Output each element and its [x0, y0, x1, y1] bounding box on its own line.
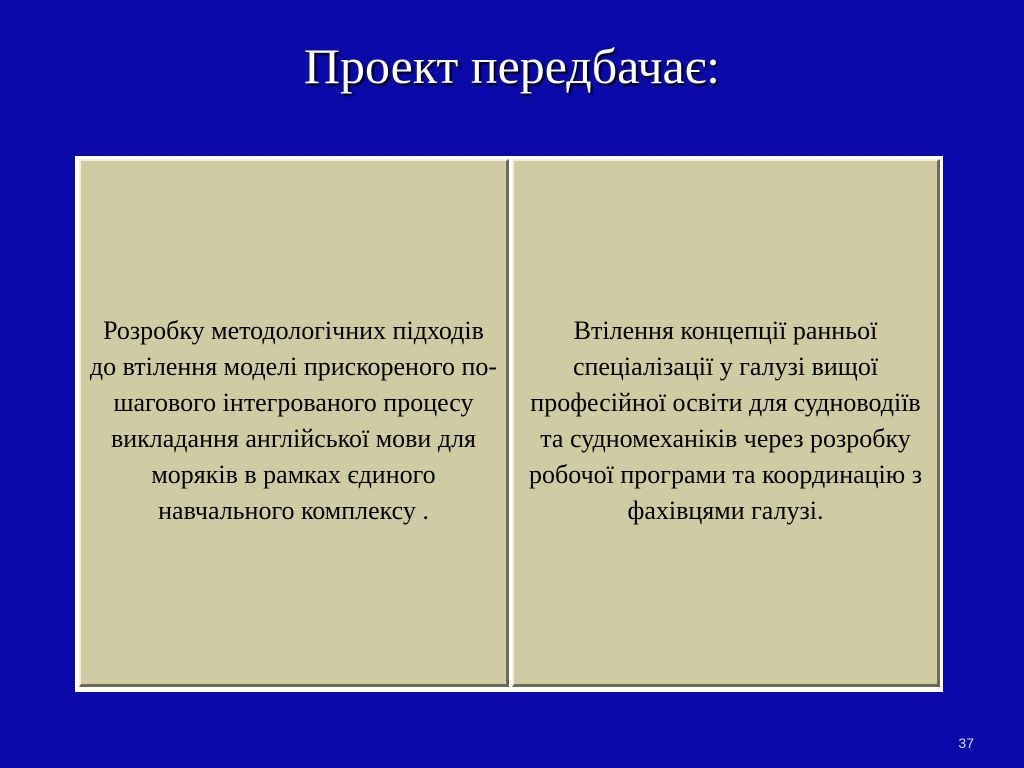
table-cell-right [512, 159, 940, 687]
table-cell-right-text: Втілення концепції ранньої спеціалізації у галузі вищої професійної освіти для судноводіїв та судномеханіків через розробку робочої програми та координацію з фахівцями галузі. [529, 315, 922, 525]
content-table [75, 156, 943, 692]
table-cell-left-text: Розробку методологічних підходів до втілення моделі прискореного по-шагового інтегрованого процесу викладання англійської мови для моряків в рамках єдиного навчального комплексу . [89, 315, 498, 525]
slide-page-number: 37 [958, 735, 974, 751]
slide-title: Проект передбачає: [303, 38, 721, 94]
table-cell-left [79, 159, 509, 687]
